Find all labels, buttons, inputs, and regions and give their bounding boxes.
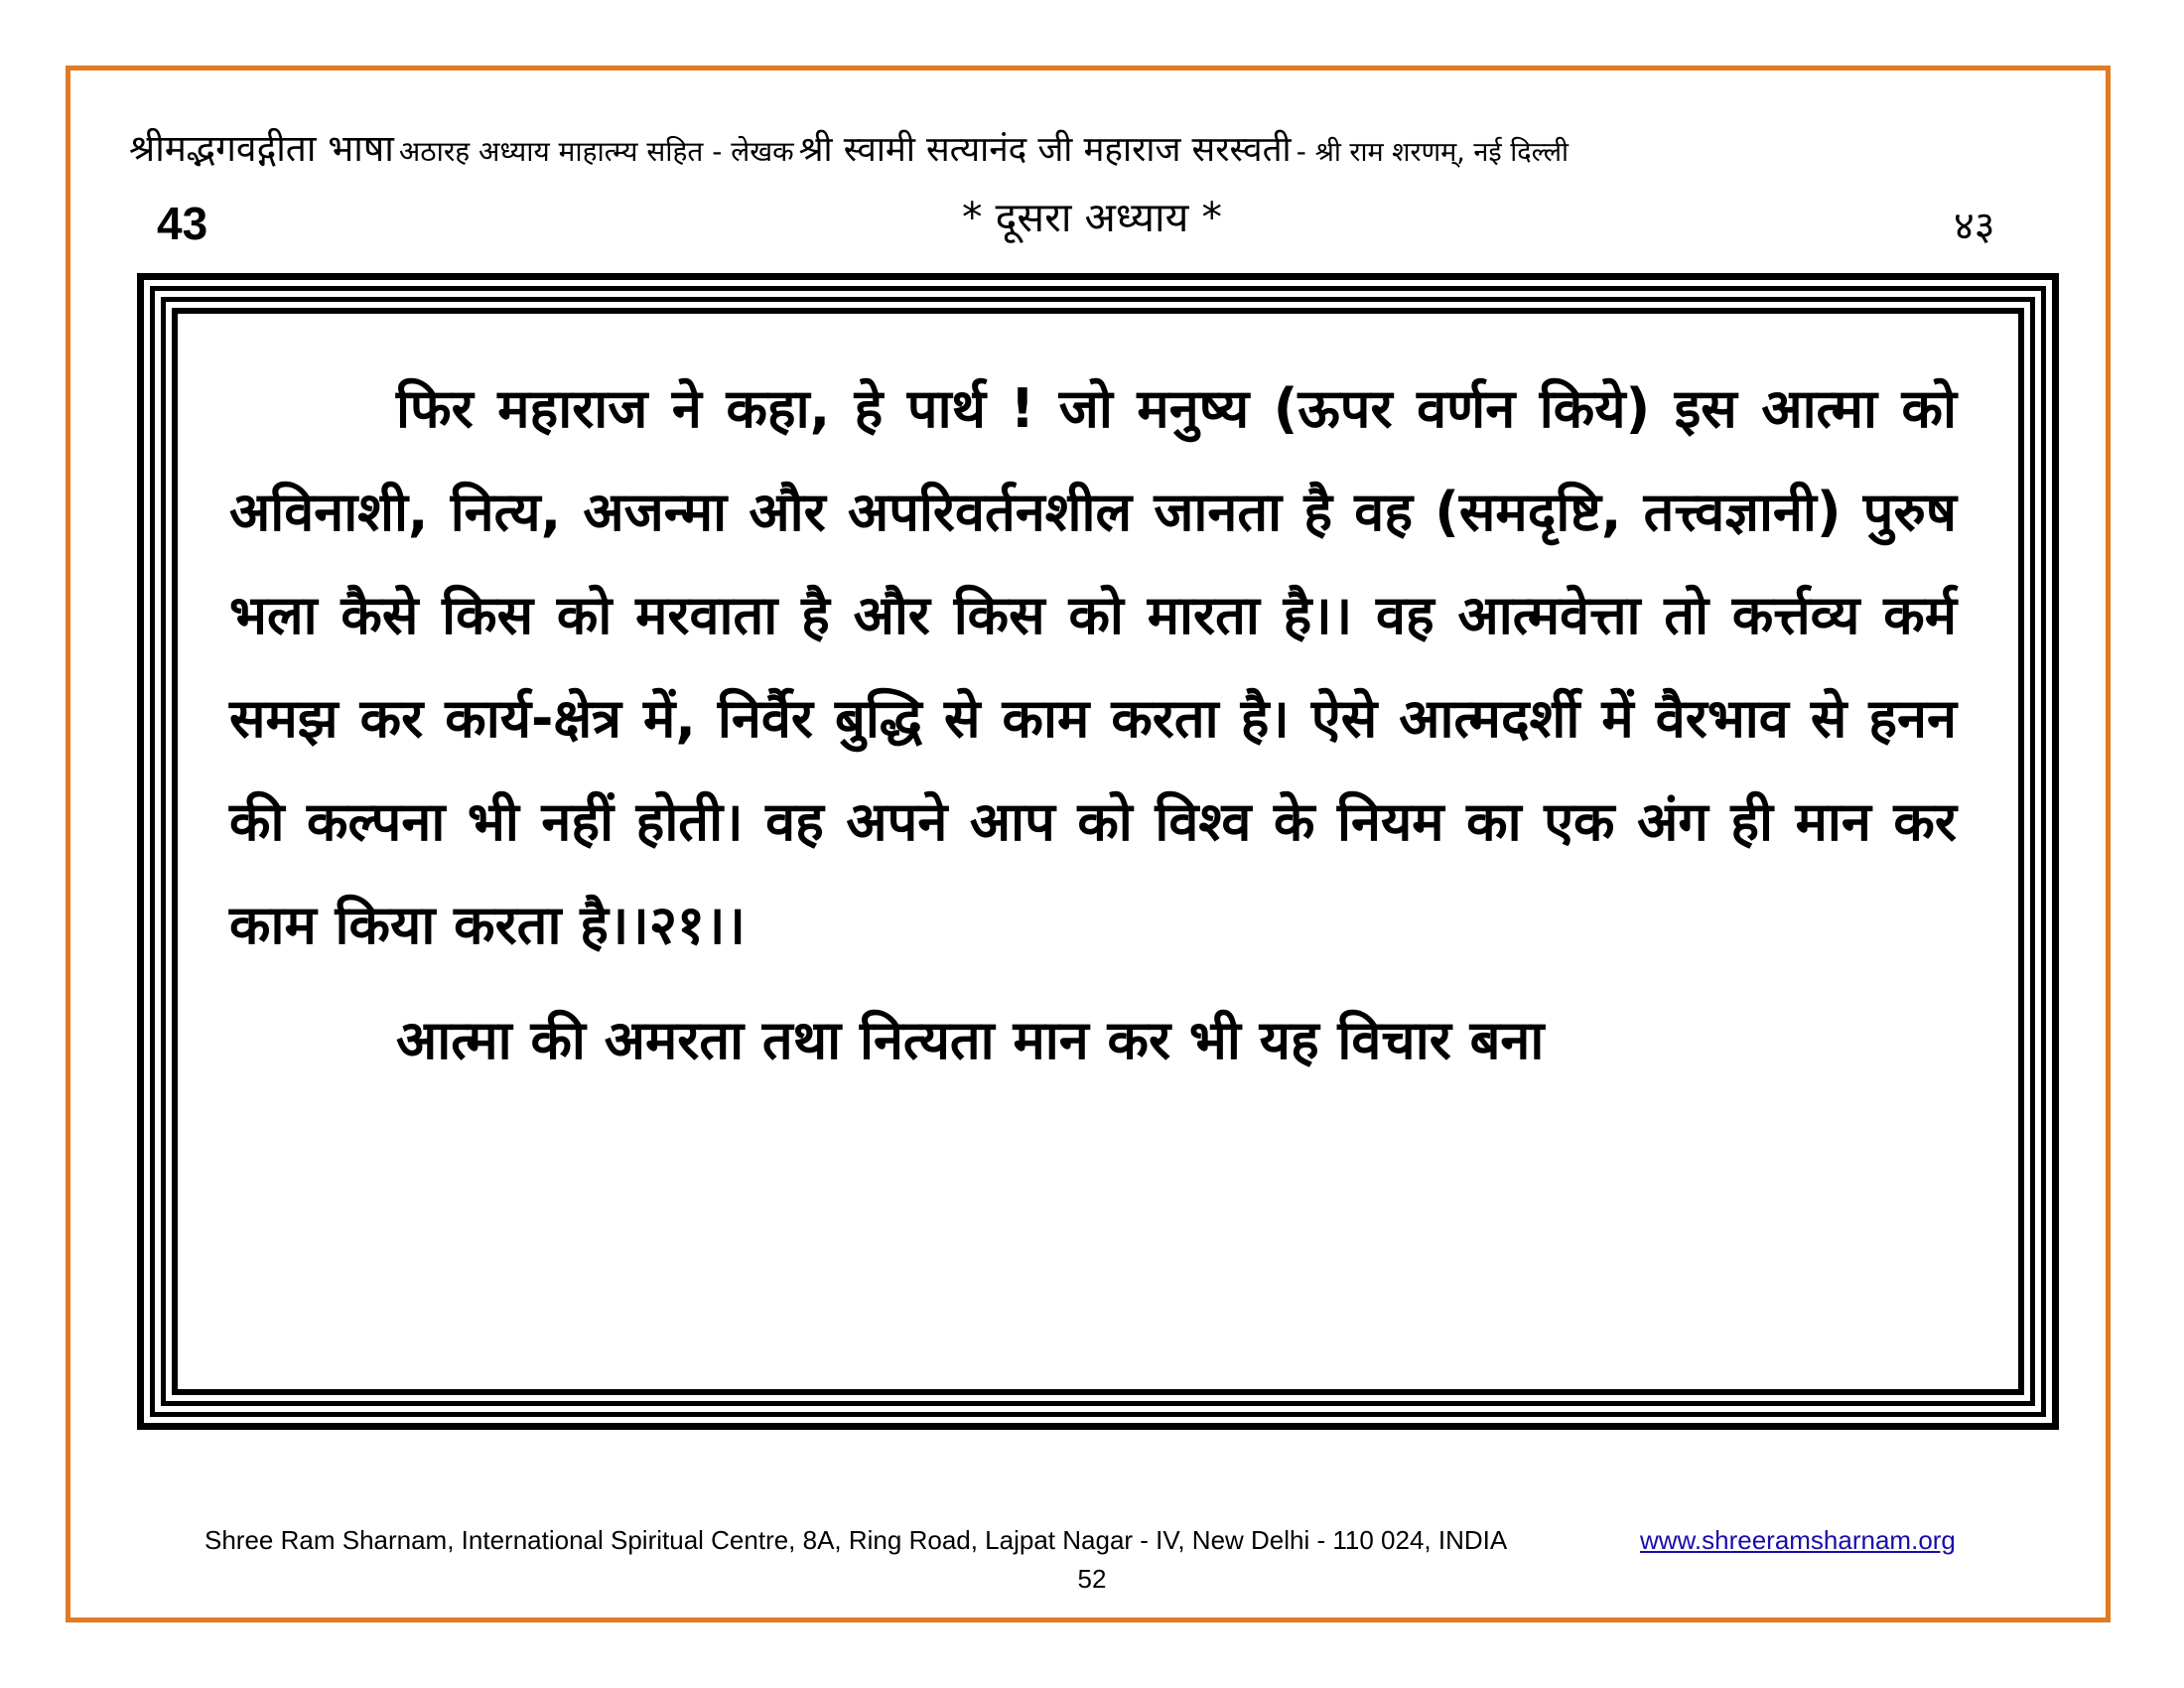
book-publisher: श्री राम शरणम्, नई दिल्ली	[1314, 137, 1570, 168]
book-title: श्रीमद्भगवद्गीता भाषा	[129, 127, 394, 170]
text-box-content	[229, 357, 1957, 1092]
footer-website-link[interactable]: www.shreeramsharnam.org	[1640, 1525, 1956, 1555]
chapter-title: * दूसरा अध्याय *	[962, 194, 1222, 241]
paragraph-verse-21: फिर महाराज ने कहा, हे पार्थ ! जो मनुष्य (ऊपर वर्णन किये) इस आत्मा को अविनाशी, नित्य, अजन्मा और अपरिवर्तनशील जानता है वह (समदृष्टि, तत्त्वज्ञानी) पुरुष भला कैसे किस को मरवाता है और किस को मारता है।। वह आत्मवेत्ता तो कर्त्तव्य कर्म समझ कर कार्य-क्षेत्र में, निर्वैर बुद्धि से काम करता है। ऐसे आत्मदर्शी में वैरभाव से हनन की कल्पना भी नहीं होती। वह अपने आप को विश्व के नियम का एक अंग ही मान कर काम किया करता है।।२१।।	[229, 377, 1957, 956]
header-separator: -	[1296, 135, 1315, 168]
book-subtitle: अठारह अध्याय माहात्म्य सहित - लेखक	[398, 135, 794, 168]
page-number-devanagari: ४३	[1954, 204, 1995, 249]
page-number-arabic: 43	[157, 198, 208, 249]
paragraph-next: आत्मा की अमरता तथा नित्यता मान कर भी यह विचार बना	[396, 1009, 1545, 1071]
running-header	[129, 121, 2065, 172]
text-box-frame	[137, 273, 2059, 1430]
footer-page-number: 52	[1077, 1564, 1107, 1594]
book-author: श्री स्वामी सत्यानंद जी महाराज सरस्वती	[798, 130, 1292, 170]
footer-address: Shree Ram Sharnam, International Spiritual Centre, 8A, Ring Road, Lajpat Nagar - IV, New Delhi - 110 024, INDIA	[205, 1525, 1508, 1555]
